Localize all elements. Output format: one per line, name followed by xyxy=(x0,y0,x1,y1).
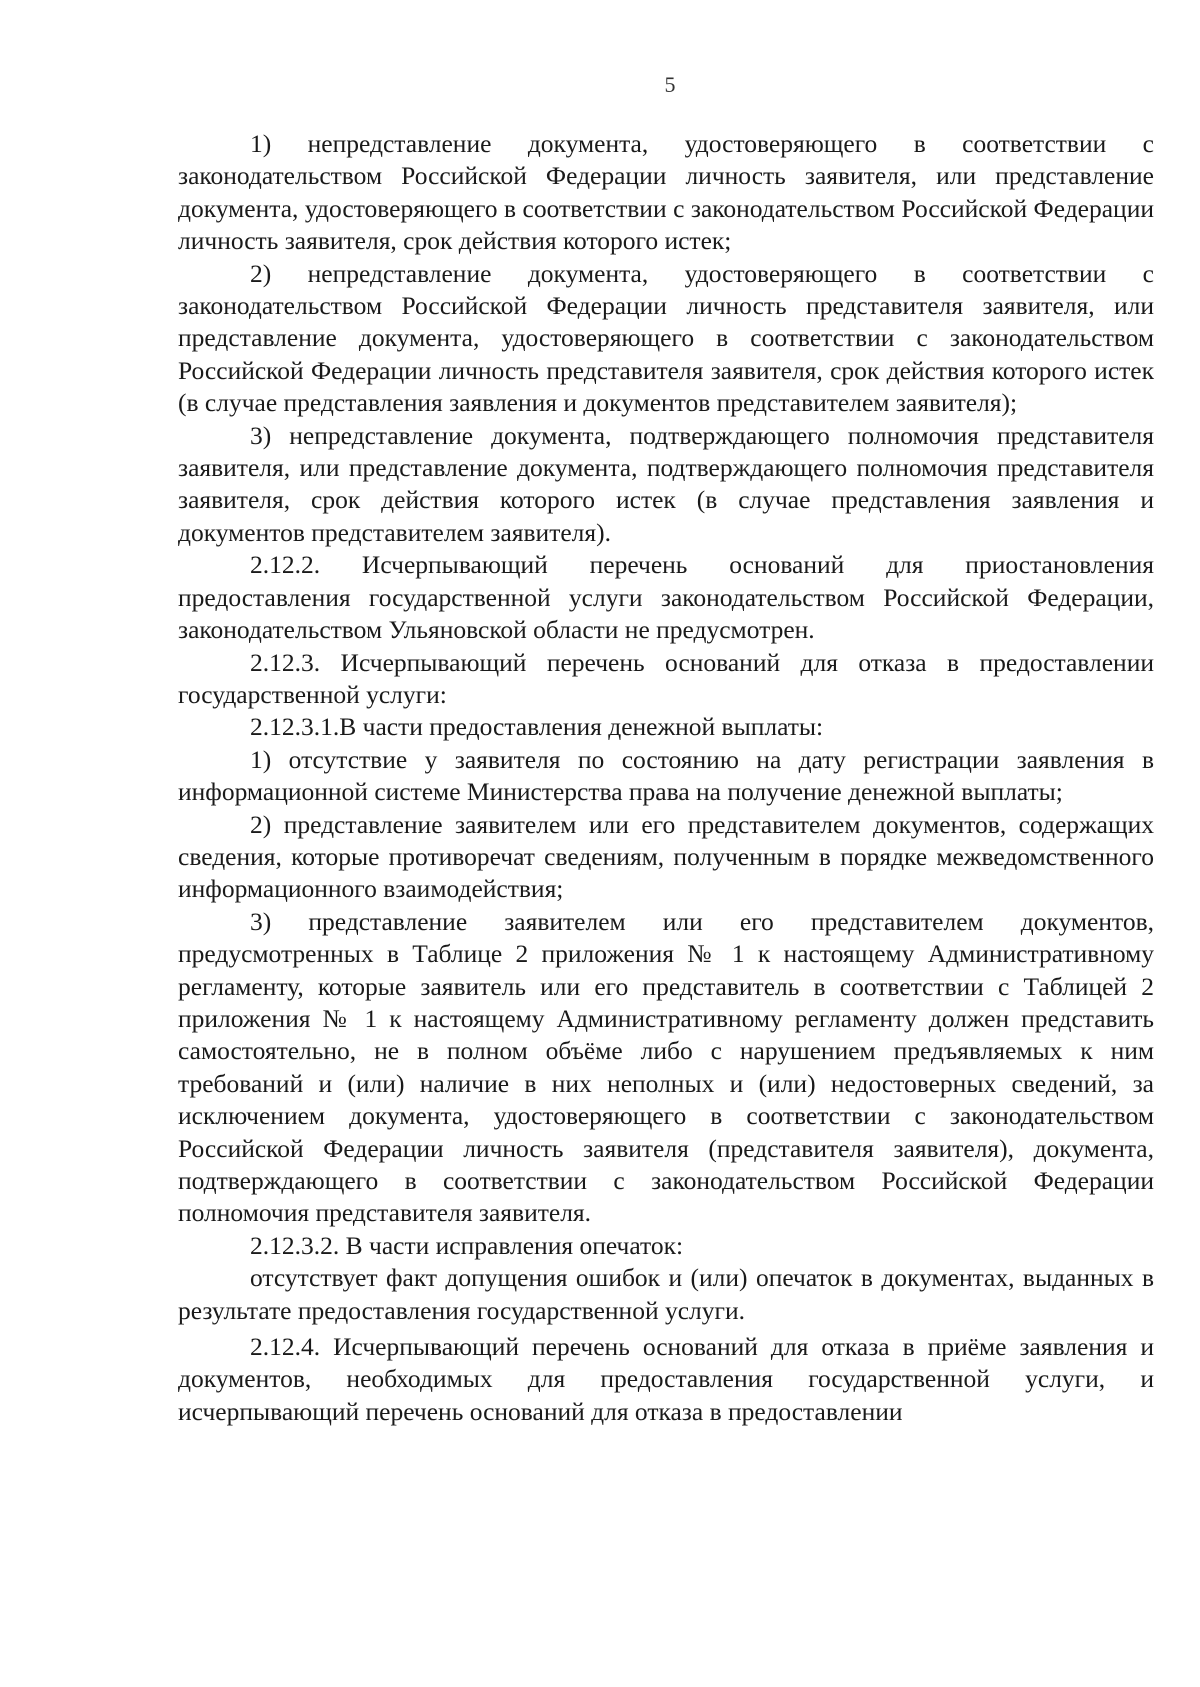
paragraph-typo-absence: отсутствует факт допущения ошибок и (или) опечаток в документах, выданных в результате предоставления государственной услуги. xyxy=(178,1263,1154,1325)
paragraph-2-12-3-1: 2.12.3.1.В части предоставления денежной выплаты: xyxy=(250,712,824,742)
paragraph-refusal-item-3: 3) непредставление документа, подтверждающего полномочия представителя заявителя, или представление документа, подтверждающего полномочия представителя заявителя, срок действия которого истек (в случае представления заявления и документов представителем заявителя). xyxy=(178,420,1154,547)
paragraph-2-12-3-2: 2.12.3.2. В части исправления опечаток: xyxy=(250,1230,684,1260)
paragraph-2-12-4: 2.12.4. Исчерпывающий перечень оснований для отказа в приёме заявления и документов, необходимых для предоставления государственной услуги, и исчерпывающий перечень оснований для отказа в предоставлении xyxy=(178,1332,1154,1426)
paragraph-2-12-2: 2.12.2. Исчерпывающий перечень оснований для приостановления предоставления государственной услуги законодательством Российской Федерации, законодательством Ульяновской области не предусмотрен. xyxy=(178,550,1154,645)
paragraph-payment-item-3: 3) представление заявителем или его представителем документов, предусмотренных в Таблице 2 приложения № 1 к настоящему Административному регламенту, которые заявитель или его представитель в соответствии с Таблицей 2 приложения № 1 к настоящему Административному регламенту должен представить самостоятельно, не в полном объёме либо с нарушением предъявляемых к ним требований и (или) наличие в них неполных и (или) недостоверных сведений, за исключением документа, удостоверяющего в соответствии с законодательством Российской Федерации личность заявителя (представителя заявителя), документа, подтверждающего в соответствии с законодательством Российской Федерации полномочия представителя заявителя. xyxy=(178,906,1154,1228)
paragraph-payment-item-1: 1) отсутствие у заявителя по состоянию на дату регистрации заявления в информационной системе Министерства права на получение денежной выплаты; xyxy=(178,744,1154,807)
paragraph-payment-item-2: 2) представление заявителем или его представителем документов, содержащих сведения, которые противоречат сведениям, полученным в порядке межведомственного информационного взаимодействия; xyxy=(178,809,1154,904)
document-body xyxy=(178,128,1154,1428)
page-number: 5 xyxy=(664,72,676,97)
paragraph-2-12-3: 2.12.3. Исчерпывающий перечень оснований для отказа в предоставлении государственной услуги: xyxy=(178,647,1154,709)
paragraph-refusal-item-2: 2) непредставление документа, удостоверяющего в соответствии с законодательством Российской Федерации личность представителя заявителя, или представление документа, удостоверяющего в соответствии с законодательством Российской Федерации личность представителя заявителя, срок действия которого истек (в случае представления заявления и документов представителем заявителя); xyxy=(178,258,1154,418)
paragraph-refusal-item-1: 1) непредставление документа, удостоверяющего в соответствии с законодательством Российской Федерации личность заявителя, или представление документа, удостоверяющего в соответствии с законодательством Российской Федерации личность заявителя, срок действия которого истек; xyxy=(178,129,1154,256)
